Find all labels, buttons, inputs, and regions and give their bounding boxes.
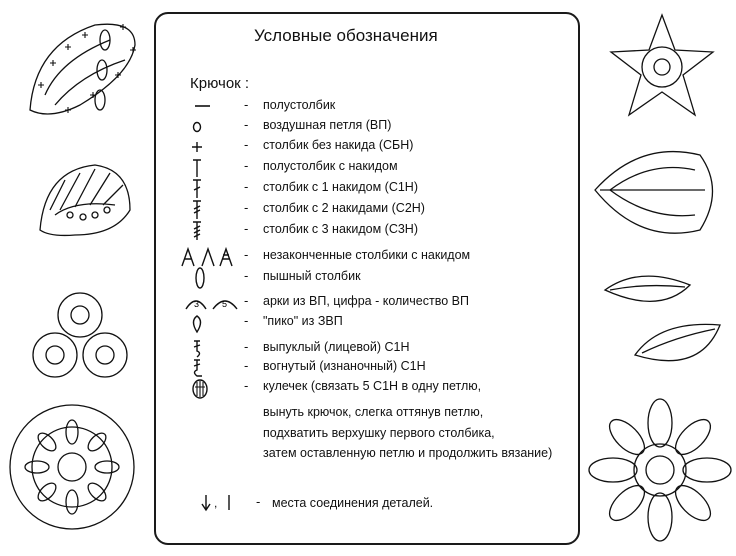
puff-stitch-symbol [180, 268, 240, 288]
legend-dash: - [244, 378, 249, 393]
legend-text-continuation: вынуть крючок, слегка оттянув петлю, [263, 405, 484, 419]
legend-row [180, 358, 575, 378]
single-crochet-symbol [180, 137, 240, 157]
unfinished-stitches-symbol [180, 247, 240, 267]
legend-text: места соединения деталей. [272, 496, 434, 510]
legend-dash: - [244, 179, 249, 194]
legend-text-continuation: подхватить верхушку первого столбика, [263, 426, 495, 440]
legend-dash: - [256, 494, 261, 509]
legend-dash: - [244, 137, 249, 152]
legend-text: пышный столбик [263, 269, 361, 283]
chain-loop-symbol [180, 117, 240, 137]
legend-row [180, 378, 575, 398]
legend-text: незаконченные столбики с накидом [263, 248, 471, 262]
legend-text: полустолбик с накидом [263, 159, 398, 173]
joining-legend-row [180, 494, 575, 514]
legend-dash: - [244, 247, 249, 262]
joining-arrow-symbol [180, 494, 240, 514]
legend-text: воздушная петля (ВП) [263, 118, 392, 132]
legend-dash: - [244, 358, 249, 373]
legend-row [180, 117, 575, 137]
picot-symbol [180, 313, 240, 333]
legend-text: столбик с 1 накидом (С1Н) [263, 180, 418, 194]
curved-leaf-motif-diagram [630, 315, 725, 380]
legend-row [180, 179, 575, 199]
legend-text: кулечек (связать 5 С1Н в одну петлю, [263, 379, 482, 393]
half-double-crochet-symbol [180, 158, 240, 178]
treble-crochet-symbol [180, 200, 240, 220]
legend-dash: - [244, 200, 249, 215]
legend-row [180, 158, 575, 178]
hook-section-label: Крючок : [190, 75, 250, 92]
bobble-symbol [180, 378, 240, 398]
legend-dash: - [244, 97, 249, 112]
back-post-symbol [180, 358, 240, 378]
legend-dash: - [244, 158, 249, 173]
star-flower-motif-diagram [605, 10, 720, 125]
legend-text: арки из ВП, цифра - количество ВП [263, 294, 469, 308]
flower-motif-left-diagram [5, 400, 140, 535]
legend-row [180, 313, 575, 333]
legend-text: столбик с 2 накидами (С2Н) [263, 201, 425, 215]
front-post-symbol [180, 339, 240, 359]
legend-row [180, 97, 575, 117]
legend-dash: - [244, 339, 249, 354]
legend-row [180, 137, 575, 157]
arch-number: 5 [222, 299, 228, 309]
legend-text: "пико" из ЗВП [263, 314, 343, 328]
legend-title: Условные обозначения [254, 26, 438, 45]
legend-row [180, 200, 575, 220]
trefoil-motif-diagram [25, 285, 135, 385]
legend-row [180, 221, 575, 241]
legend-row [180, 268, 575, 288]
legend-text: столбик с 3 накидом (С3Н) [263, 222, 418, 236]
legend-row [180, 293, 575, 313]
legend-text-continuation: затем оставленную петлю и продолжить вязание) [263, 446, 553, 460]
legend-text: выпуклый (лицевой) С1Н [263, 340, 410, 354]
leaf-motif-diagram [20, 15, 140, 125]
double-treble-symbol [180, 221, 240, 241]
arch-number: 3 [194, 299, 200, 309]
legend-dash: - [244, 293, 249, 308]
legend-text: полустолбик [263, 98, 336, 112]
legend-text: вогнутый (изнаночный) С1Н [263, 359, 426, 373]
slip-stitch-symbol [180, 97, 240, 117]
shell-motif-diagram [35, 155, 135, 245]
legend-row [180, 339, 575, 359]
legend-text: столбик без накида (СБН) [263, 138, 414, 152]
legend-row [180, 247, 575, 267]
small-leaf-motif-diagram [600, 265, 700, 320]
flower-motif-right-diagram [585, 395, 735, 545]
legend-dash: - [244, 221, 249, 236]
chain-arch-symbol [180, 293, 240, 313]
joining-separator: , [214, 496, 218, 510]
double-crochet-symbol [180, 179, 240, 199]
legend-dash: - [244, 313, 249, 328]
legend-dash: - [244, 117, 249, 132]
legend-dash: - [244, 268, 249, 283]
large-leaf-motif-diagram [590, 135, 730, 250]
